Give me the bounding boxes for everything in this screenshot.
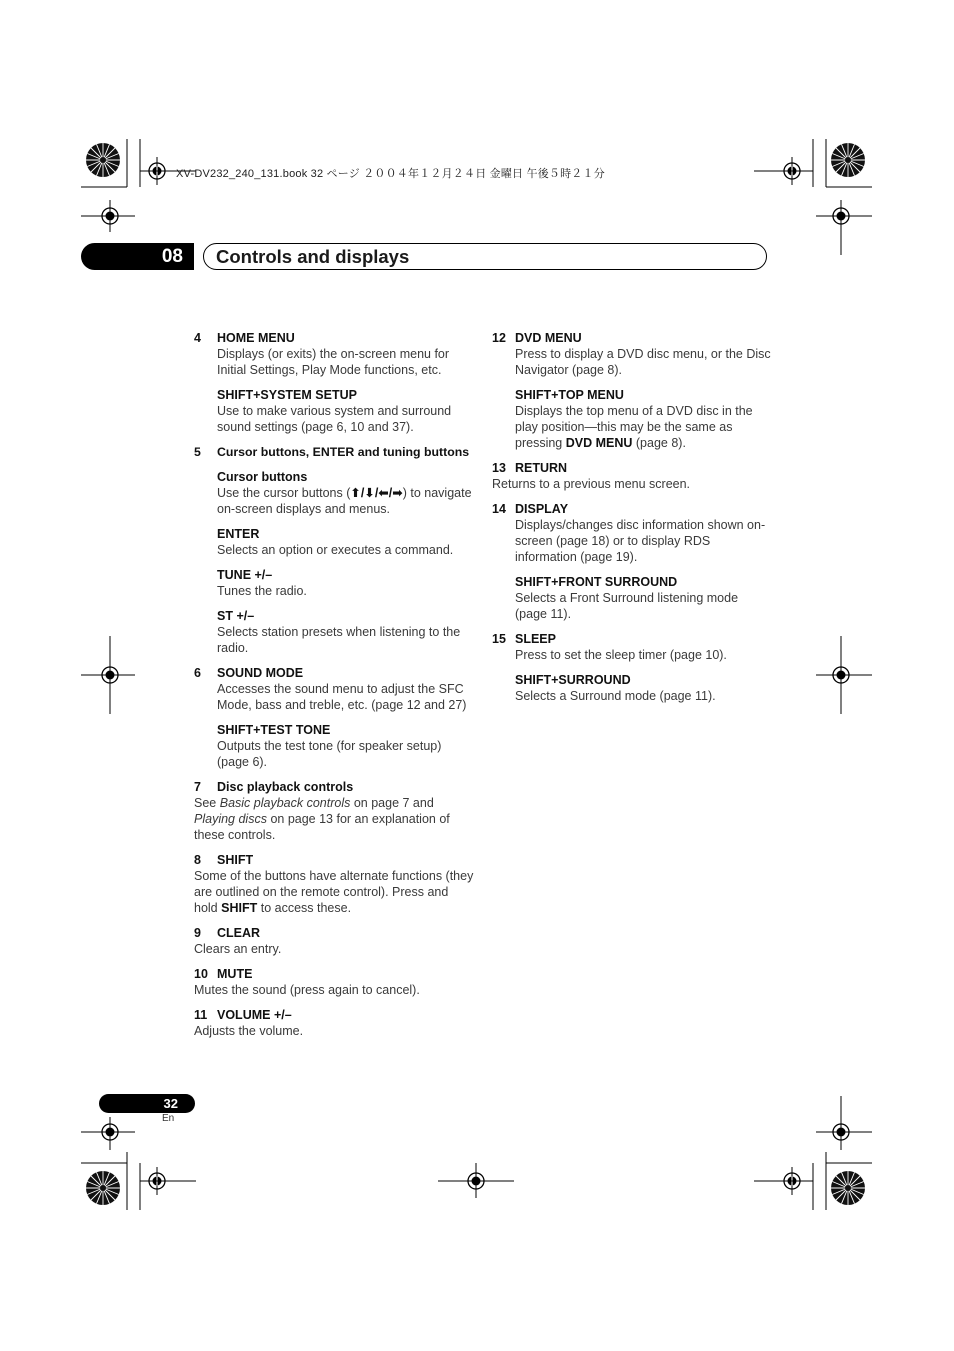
section-body: Adjusts the volume. (194, 1024, 304, 1038)
language-code: En (162, 1113, 175, 1124)
section-body: Use to make various system and surround sound settings (page 6, 10 and 37). (217, 404, 452, 434)
section-heading: 13 RETURN (492, 461, 568, 475)
section-heading: 14 DISPLAY (492, 502, 569, 516)
section-body: Displays/changes disc information shown on-screen (page 18) or to display RDS information (page 19). (515, 518, 766, 564)
right-column (492, 330, 772, 704)
section-heading: 5 Cursor buttons, ENTER and tuning buttons (194, 445, 470, 459)
section-heading: 8 SHIFT (194, 853, 254, 867)
section-heading: 10 MUTE (194, 967, 253, 981)
sub-heading: SHIFT+SYSTEM SETUP (217, 388, 357, 402)
section-body: See Basic playback controls on page 7 and Playing discs on page 13 for an explanation of these controls. (194, 796, 450, 842)
section-body: Press to display a DVD disc menu, or the Disc Navigator (page 8). (515, 347, 771, 377)
sub-heading: SHIFT+TOP MENU (515, 388, 624, 402)
section-body: Use the cursor buttons (⬆/⬇/⬅/➡) to navigate on-screen displays and menus. (217, 486, 472, 516)
section-body: Accesses the sound menu to adjust the SFC Mode, bass and treble, etc. (page 12 and 27) (217, 682, 467, 712)
chapter-title: Controls and displays (203, 243, 767, 270)
file-info-line: XV-DV232_240_131.book 32 ページ ２００４年１２月２４日 金曜日 午後５時２１分 (176, 168, 605, 180)
sub-heading: SHIFT+TEST TONE (217, 723, 331, 737)
section-body: Selects a Surround mode (page 11). (515, 689, 716, 703)
cursor-arrows-icon: ⬆/⬇/⬅/➡ (350, 486, 403, 500)
section-body: Press to set the sleep timer (page 10). (515, 648, 727, 662)
section-body: Clears an entry. (194, 942, 282, 956)
section-heading: 7 Disc playback controls (194, 780, 354, 794)
section-body: Selects an option or executes a command. (217, 543, 454, 557)
chapter-number: 08 (81, 243, 194, 270)
section-body: Selects station presets when listening to the radio. (217, 625, 461, 655)
section-body: Outputs the test tone (for speaker setup) (page 6). (217, 739, 442, 769)
section-heading: 9 CLEAR (194, 926, 261, 940)
registration-star-icon (86, 143, 120, 177)
sub-heading: ST +/– (217, 609, 255, 623)
section-body: Tunes the radio. (217, 584, 307, 598)
section-body: Selects a Front Surround listening mode (page 11). (515, 591, 739, 621)
sub-heading: SHIFT+SURROUND (515, 673, 631, 687)
section-heading: 12 DVD MENU (492, 331, 582, 345)
page-number: 32 (99, 1094, 195, 1113)
section-heading: 4 HOME MENU (194, 331, 295, 345)
section-heading: 11 VOLUME +/– (194, 1008, 292, 1022)
sub-heading: SHIFT+FRONT SURROUND (515, 575, 678, 589)
section-heading: 6 SOUND MODE (194, 666, 304, 680)
sub-heading: Cursor buttons (217, 470, 308, 484)
sub-heading: TUNE +/– (217, 568, 273, 582)
section-heading: 15 SLEEP (492, 632, 556, 646)
section-body: Mutes the sound (press again to cancel). (194, 983, 420, 997)
sub-heading: ENTER (217, 527, 260, 541)
section-body: Displays the top menu of a DVD disc in the play position—this may be the same as pressing DVD MENU (page 8). (515, 404, 753, 450)
section-body: Displays (or exits) the on-screen menu for Initial Settings, Play Mode functions, etc. (217, 347, 450, 377)
section-body: Some of the buttons have alternate functions (they are outlined on the remote control). Press and hold SHIFT to access these. (194, 869, 474, 915)
section-body: Returns to a previous menu screen. (492, 477, 691, 491)
left-column (194, 330, 474, 1039)
